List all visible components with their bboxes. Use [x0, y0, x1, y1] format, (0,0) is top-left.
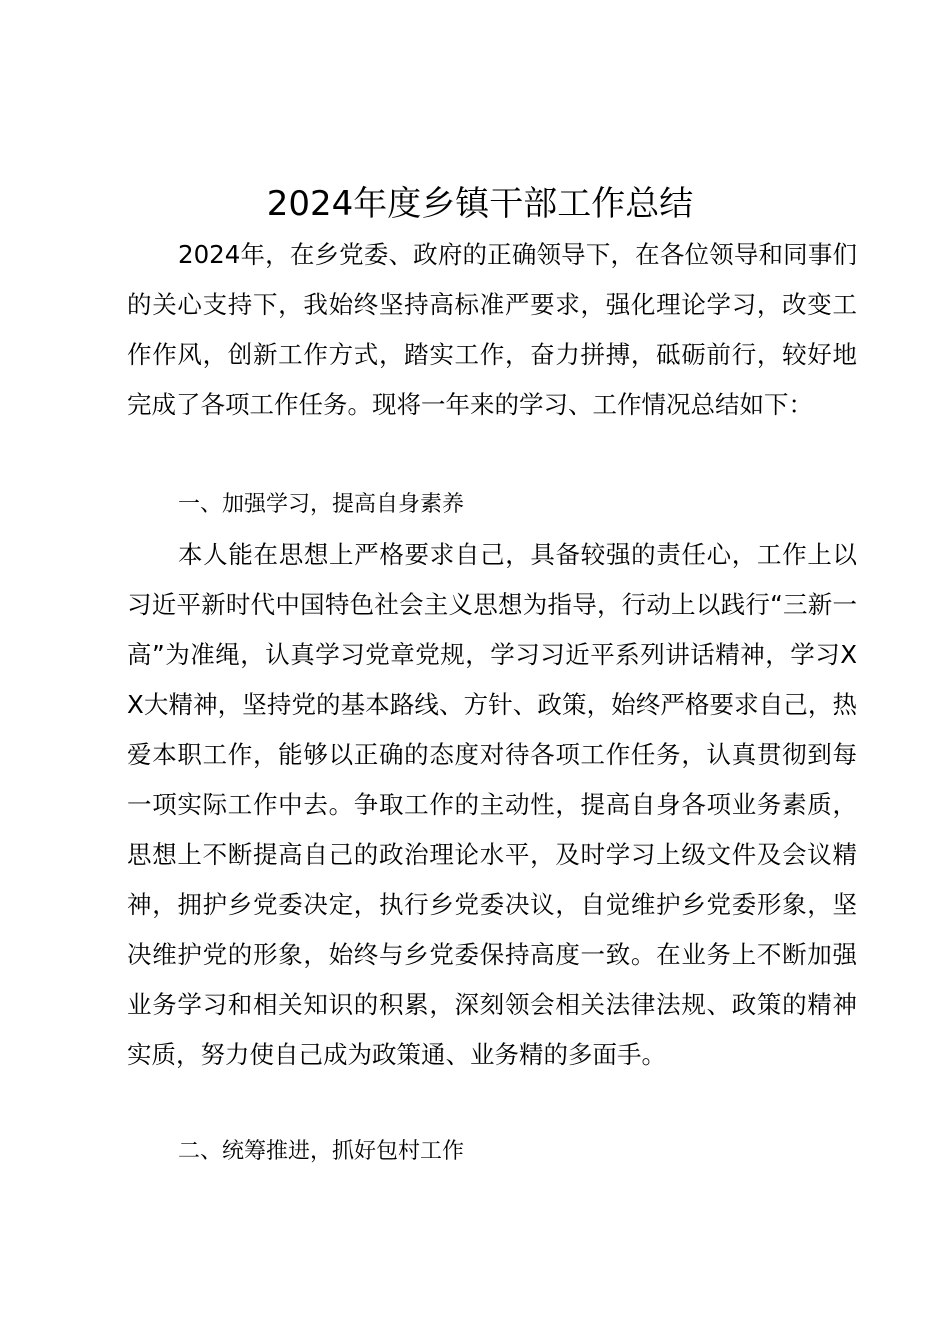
intro-paragraph: 2024年，在乡党委、政府的正确领导下，在各位领导和同事们的关心支持下，我始终坚持高标准严要求，强化理论学习，改变工作作风，创新工作方式，踏实工作，奋力拼搏，砥砺前行，较好地完成了各项工作任务。现将一年来的学习、工作情况总结如下： — [127, 240, 857, 419]
section-1-paragraph: 本人能在思想上严格要求自己，具备较强的责任心，工作上以习近平新时代中国特色社会主义思想为指导，行动上以践行“三新一高”为准绳，认真学习党章党规，学习习近平系列讲话精神，学习XX大精神，坚持党的基本路线、方针、政策，始终严格要求自己，热爱本职工作，能够以正确的态度对待各项工作任务，认真贯彻到每一项实际工作中去。争取工作的主动性，提高自身各项业务素质，思想上不断提高自己的政治理论水平，及时学习上级文件及会议精神，拥护乡党委决定，执行乡党委决议，自觉维护乡党委形象，坚决维护党的形象，始终与乡党委保持高度一致。在业务上不断加强业务学习和相关知识的积累，深刻领会相关法律法规、政策的精神实质，努力使自己成为政策通、业务精的多面手。 — [127, 540, 857, 1069]
section-heading-2: 二、统筹推进，抓好包村工作 — [178, 1139, 465, 1164]
document-title: 2024年度乡镇干部工作总结 — [266, 184, 694, 224]
section-heading-1: 一、加强学习，提高自身素养 — [178, 492, 465, 517]
